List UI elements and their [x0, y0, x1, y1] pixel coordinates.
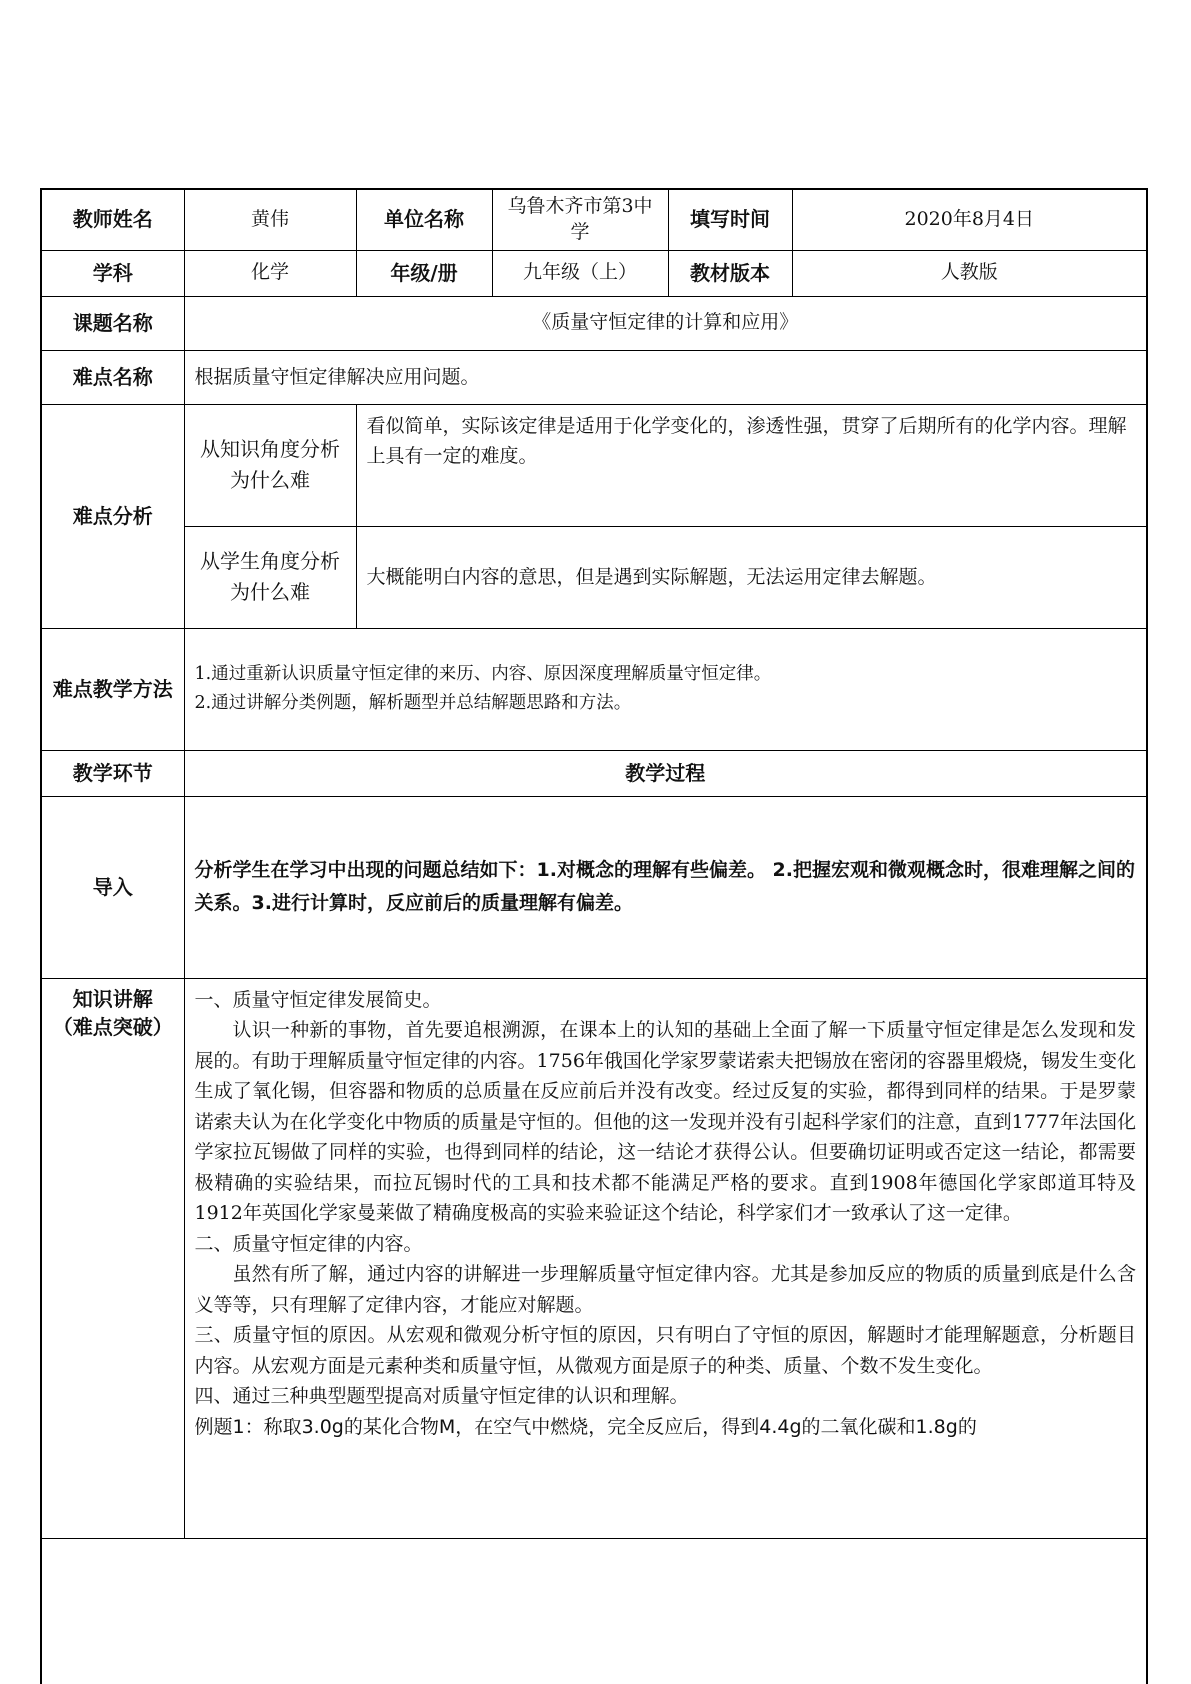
knowledge-angle-text: 看似简单，实际该定律是适用于化学变化的，渗透性强，贯穿了后期所有的化学内容。理解上具有一定的难度。	[356, 404, 1146, 526]
student-angle-text: 大概能明白内容的意思，但是遇到实际解题，无法运用定律去解题。	[356, 526, 1146, 628]
fill-date-label: 填写时间	[668, 190, 792, 250]
knowledge-row	[42, 978, 1146, 1538]
history-title: 一、质量守恒定律发展简史。	[194, 988, 442, 1011]
method-item: 1.通过重新认识质量守恒定律的来历、内容、原因深度理解质量守恒定律。	[194, 664, 772, 685]
topic-label: 课题名称	[42, 296, 184, 350]
edition-label: 教材版本	[668, 250, 792, 296]
analysis-row-student	[42, 526, 1146, 628]
topic-row	[42, 296, 1146, 350]
student-angle-label: 从学生角度分析为什么难	[184, 526, 356, 628]
method-row	[42, 628, 1146, 750]
process-header-row	[42, 750, 1146, 796]
lesson-plan-sheet	[40, 188, 1148, 1684]
method-text	[184, 628, 1146, 750]
knowledge-body	[184, 978, 1146, 1538]
question-types-title: 四、通过三种典型题型提高对质量守恒定律的认识和理解。	[194, 1385, 689, 1407]
intro-text: 分析学生在学习中出现的问题总结如下：1.对概念的理解有些偏差。 2.把握宏观和微观概念时，很难理解之间的关系。3.进行计算时，反应前后的质量理解有偏差。	[184, 796, 1146, 978]
teacher-name-label: 教师姓名	[42, 190, 184, 250]
grade-label: 年级/册	[356, 250, 492, 296]
edition-value: 人教版	[792, 250, 1146, 296]
content-title: 二、质量守恒定律的内容。	[194, 1232, 423, 1255]
knowledge-label	[42, 978, 184, 1538]
knowledge-label-line2: （难点突破）	[52, 1014, 173, 1039]
lesson-plan-table	[42, 190, 1146, 1539]
example-1-text: 例题1：称取3.0g的某化合物M，在空气中燃烧，完全反应后，得到4.4g的二氧化碳和1.8g的	[194, 1415, 977, 1438]
topic-value: 《质量守恒定律的计算和应用》	[184, 296, 1146, 350]
unit-name-label: 单位名称	[356, 190, 492, 250]
difficulty-value: 根据质量守恒定律解决应用问题。	[184, 350, 1146, 404]
intro-row	[42, 796, 1146, 978]
difficulty-label: 难点名称	[42, 350, 184, 404]
process-label: 教学过程	[184, 750, 1146, 796]
header-row-1	[42, 190, 1146, 250]
grade-value: 九年级（上）	[492, 250, 668, 296]
history-body: 认识一种新的事物，首先要追根溯源，在课本上的认知的基础上全面了解一下质量守恒定律是怎么发现和发展的。有助于理解质量守恒定律的内容。1756年俄国化学家罗蒙诺索夫把锡放在密闭的容器里煅烧，锡发生变化生成了氧化锡，但容器和物质的总质量在反应前后并没有改变。经过反复的实验，都得到同样的结果。于是罗蒙诺索夫认为在化学变化中物质的质量是守恒的。但他的这一发现并没有引起科学家们的注意，直到1777年法国化学家拉瓦锡做了同样的实验，也得到同样的结论，这一结论才获得公认。但要确切证明或否定这一结论，都需要极精确的实验结果，而拉瓦锡时代的工具和技术都不能满足严格的要求。直到1908年德国化学家郎道耳特及1912年英国化学家曼莱做了精确度极高的实验来验证这个结论，科学家们才一致承认了这一定律。	[194, 1019, 1136, 1224]
method-label: 难点教学方法	[42, 628, 184, 750]
subject-value: 化学	[184, 250, 356, 296]
fill-date-value: 2020年8月4日	[792, 190, 1146, 250]
reason-paragraph: 三、质量守恒的原因。从宏观和微观分析守恒的原因，只有明白了守恒的原因，解题时才能理解题意，分析题目内容。从宏观方面是元素种类和质量守恒，从微观方面是原子的种类、质量、个数不发生变化。	[194, 1324, 1136, 1377]
intro-label: 导入	[42, 796, 184, 978]
content-body: 虽然有所了解，通过内容的讲解进一步理解质量守恒定律内容。尤其是参加反应的物质的质量到底是什么含义等等，只有理解了定律内容，才能应对解题。	[194, 1263, 1136, 1316]
knowledge-label-line1: 知识讲解	[72, 986, 153, 1011]
difficulty-row	[42, 350, 1146, 404]
header-row-2	[42, 250, 1146, 296]
teacher-name-value: 黄伟	[184, 190, 356, 250]
unit-name-value: 乌鲁木齐市第3中学	[492, 190, 668, 250]
analysis-row-knowledge	[42, 404, 1146, 526]
method-item: 2.通过讲解分类例题，解析题型并总结解题思路和方法。	[194, 693, 632, 713]
subject-label: 学科	[42, 250, 184, 296]
analysis-label: 难点分析	[42, 404, 184, 628]
stage-label: 教学环节	[42, 750, 184, 796]
knowledge-angle-label: 从知识角度分析为什么难	[184, 404, 356, 526]
